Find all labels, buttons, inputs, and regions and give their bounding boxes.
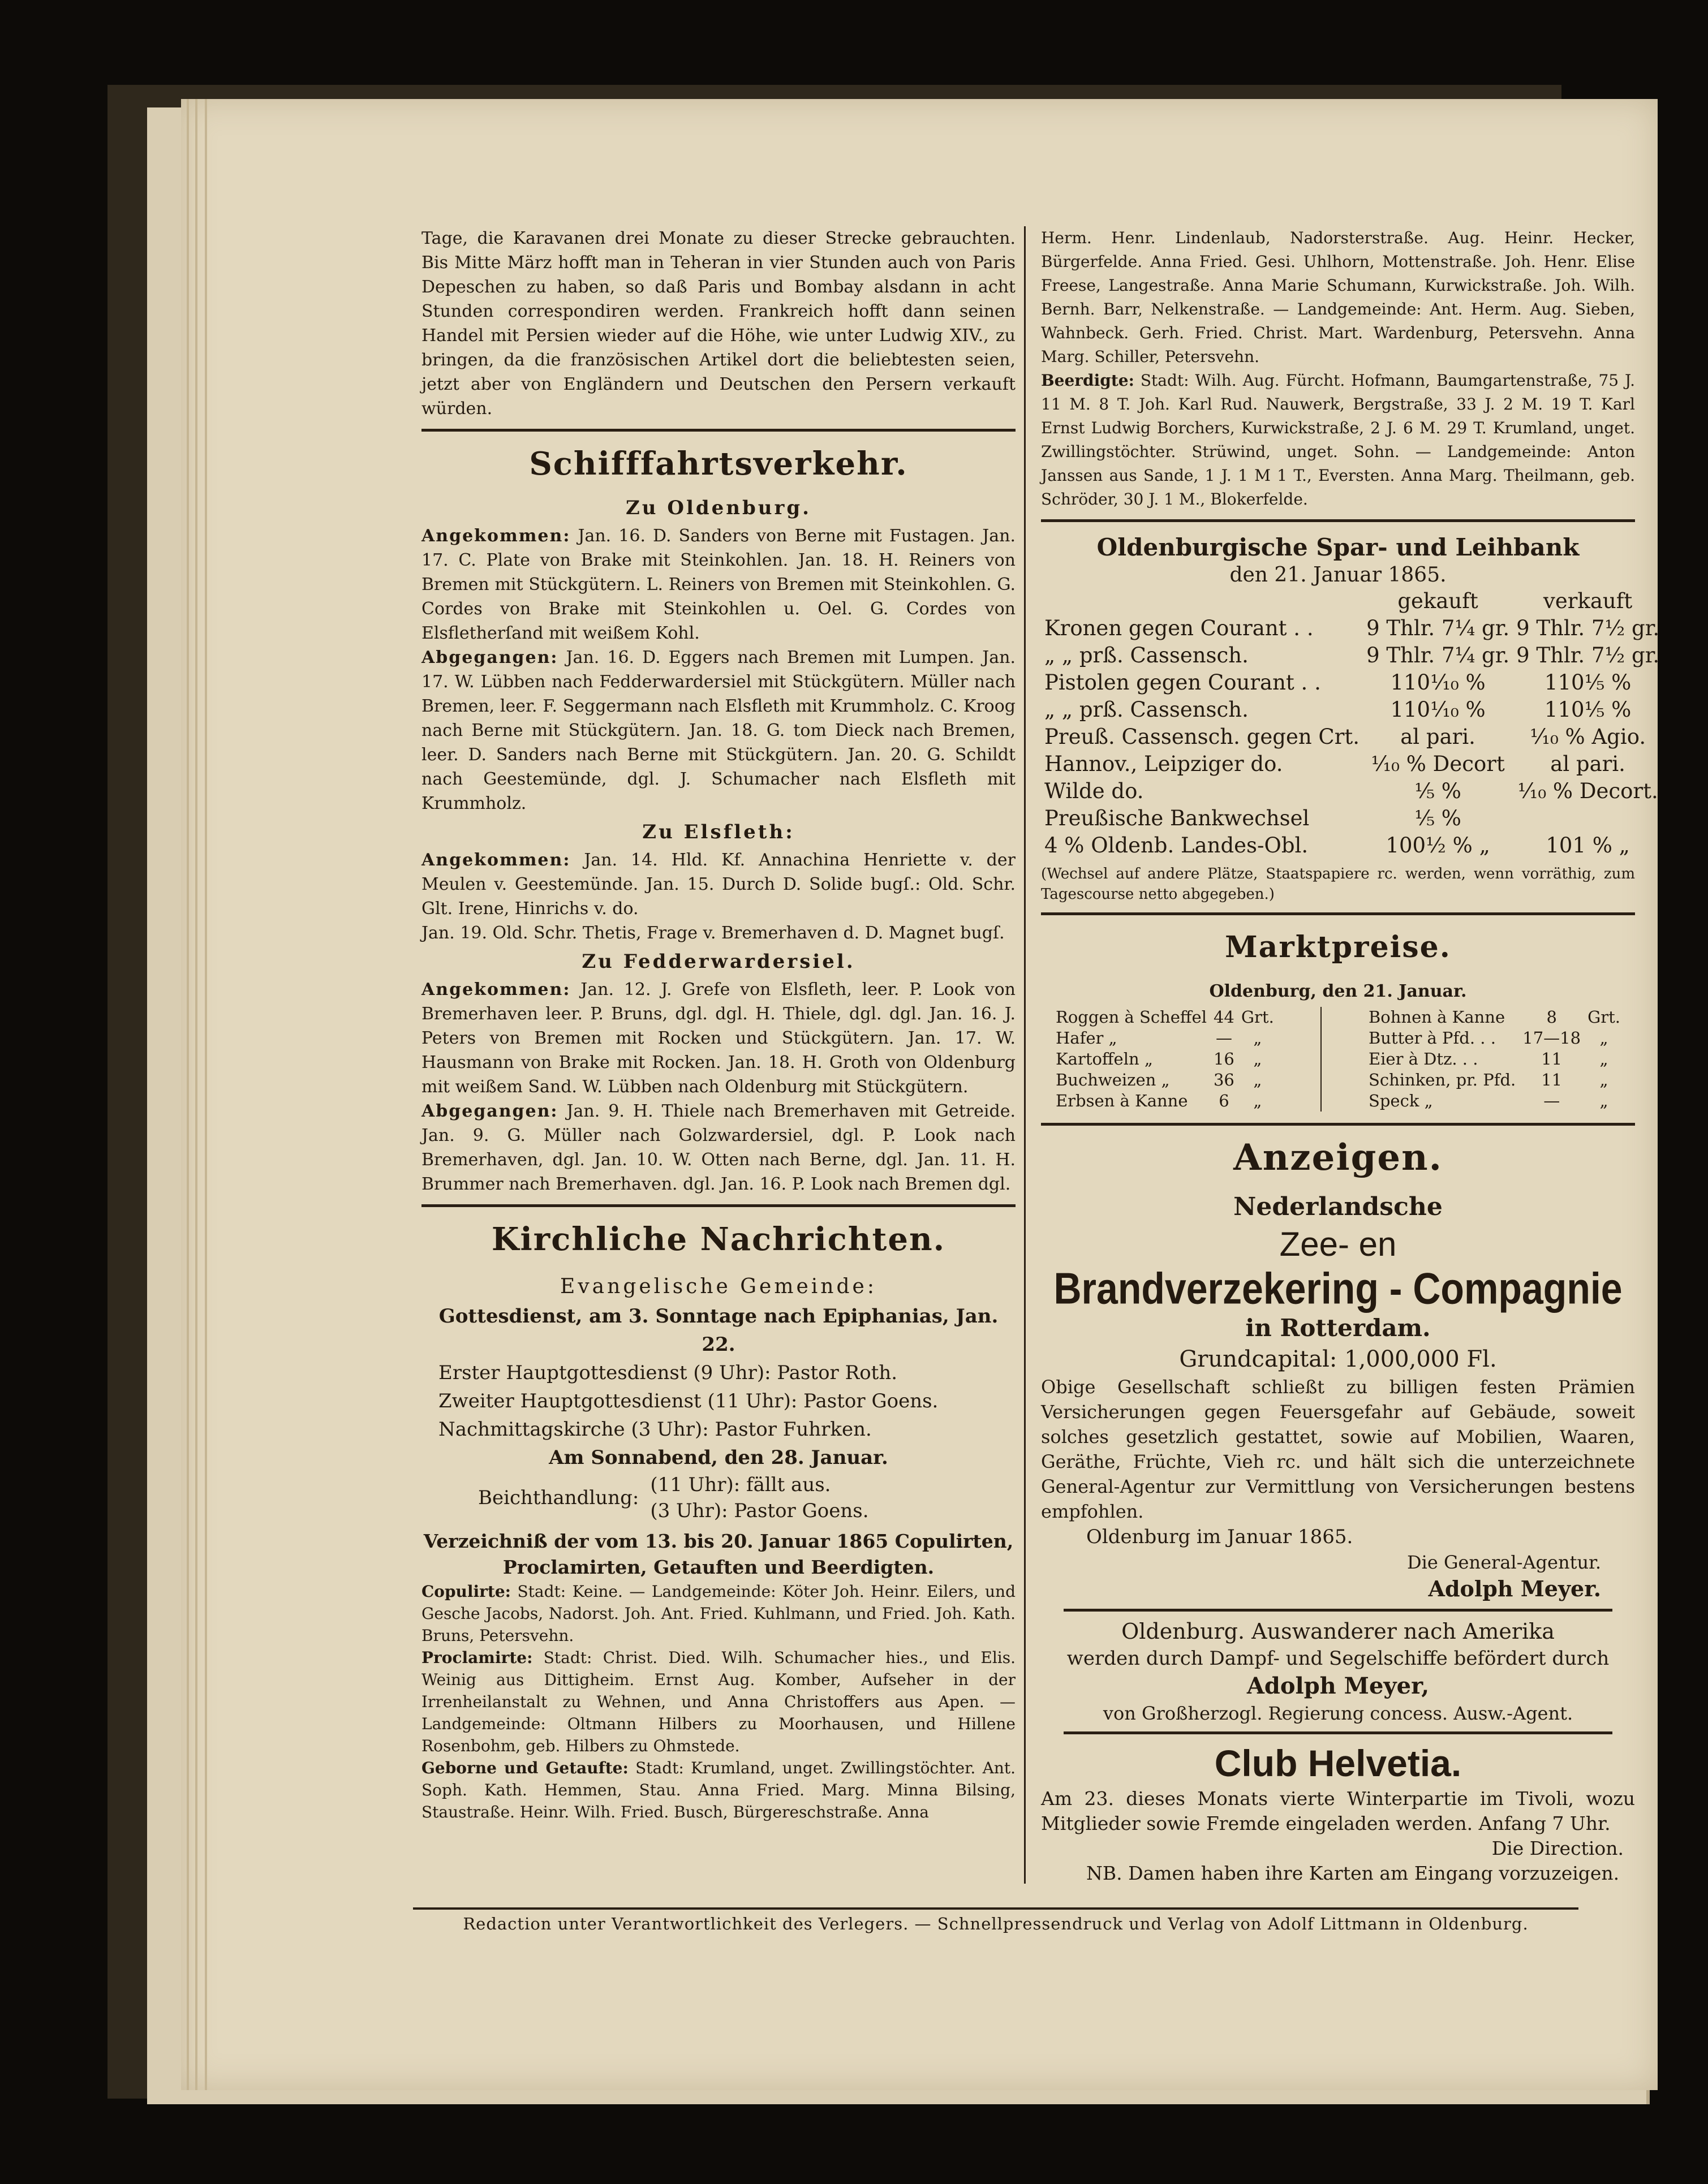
rate-row bbox=[1041, 696, 1663, 723]
confession-times bbox=[650, 1472, 868, 1524]
section-rule bbox=[421, 429, 1016, 432]
company-line-4: in Rotterdam. bbox=[1245, 1314, 1431, 1342]
page-footer: Redaction unter Verantwortlichkeit des Verlegers. — Schnellpressendruck und Verlag von Adolf Littmann in Oldenburg. bbox=[413, 1907, 1578, 1933]
church-title: Kirchliche Nachrichten. bbox=[491, 1221, 946, 1258]
company-line-2: Zee- en bbox=[1279, 1225, 1397, 1263]
market-price: 8 bbox=[1546, 1007, 1557, 1027]
rate-sold: ¹⁄₁₀ % Decort. bbox=[1517, 779, 1658, 803]
market-price: 36 bbox=[1213, 1070, 1234, 1089]
buried-text: Stadt: Wilh. Aug. Fürcht. Hofmann, Baumgartenstraße, 75 J. 11 M. 8 T. Joh. Karl Rud. Nauwerk, Bergstraße, 33 J. 2 M. 19 T. Karl Ernst Ludwig Borchers, Kurwickstraße, 2 J. 6 M. 29 T. Krumland, unget. Zwillingstöchter. Strüwind, unget. Sohn. — Landgemeinde: Anton Janssen aus Sande, 1 J. 1 M 1 T., Eversten. Anna Marg. Theilmann, geb. Schröder, 30 J. 1 M., Blokerfelde. bbox=[1041, 371, 1635, 509]
club-text: Am 23. dieses Monats vierte Winterpartie im Tivoli, wozu Mitglieder sowie Fremde eingeladen werden. Anfang 7 Uhr. bbox=[1041, 1787, 1635, 1834]
rate-bought: 100½ % „ bbox=[1386, 833, 1490, 858]
market-unit: „ bbox=[1253, 1070, 1262, 1089]
market-item: Roggen à Scheffel bbox=[1056, 1007, 1207, 1027]
left-column bbox=[421, 226, 1016, 1823]
rate-label: Preußische Bankwechsel bbox=[1044, 806, 1310, 830]
rate-sold: 9 Thlr. 7½ gr. bbox=[1516, 643, 1660, 667]
market-item: Schinken, pr. Pfd. bbox=[1368, 1070, 1516, 1089]
market-unit: „ bbox=[1253, 1091, 1262, 1110]
confession-label: Beichthandlung: bbox=[478, 1487, 639, 1509]
departed-text: Jan. 9. H. Thiele nach Bremerhaven mit Getreide. Jan. 9. G. Müller nach Golzwardersiel, dgl. P. Look nach Bremerhaven, dgl. Jan. 10. W. Otten nach Berne, dgl. Jan. 11. H. Brummer nach Bremerhaven. dgl. Jan. 16. P. Look nach Bremen dgl. bbox=[421, 1101, 1016, 1194]
rate-bought: al pari. bbox=[1400, 725, 1475, 749]
market-row bbox=[1052, 1091, 1277, 1112]
elsfleth-arrived bbox=[421, 848, 1016, 921]
col-bought: gekauft bbox=[1397, 589, 1478, 613]
market-unit: Grt. bbox=[1241, 1007, 1274, 1027]
service-2: Zweiter Hauptgottesdienst (11 Uhr): Pastor Goens. bbox=[438, 1390, 939, 1412]
market-row bbox=[1365, 1070, 1624, 1091]
market-item: Bohnen à Kanne bbox=[1368, 1007, 1505, 1027]
rate-sold: 101 % „ bbox=[1546, 833, 1630, 858]
market-price: 11 bbox=[1541, 1070, 1563, 1089]
table-header-row bbox=[1041, 588, 1663, 615]
rate-sold: 9 Thlr. 7½ gr. bbox=[1516, 616, 1660, 640]
rate-label: Pistolen gegen Courant . . bbox=[1044, 670, 1321, 695]
market-place-date: Oldenburg, den 21. Januar. bbox=[1209, 981, 1467, 1001]
emigration-line-2: werden durch Dampf- und Segelschiffe befördert durch bbox=[1066, 1647, 1610, 1670]
rates-body bbox=[1041, 615, 1663, 859]
section-rule bbox=[1064, 1609, 1612, 1612]
market-item: Erbsen à Kanne bbox=[1056, 1091, 1188, 1110]
shipping-title: Schifffahrtsverkehr. bbox=[529, 445, 908, 483]
emigration-line-3: Adolph Meyer, bbox=[1246, 1673, 1430, 1699]
rate-label: 4 % Oldenb. Landes-Obl. bbox=[1044, 833, 1309, 858]
departed-text: Jan. 16. D. Eggers nach Bremen mit Lumpen. Jan. 17. W. Lübben nach Fedderwardersiel mit Stückgütern. Müller nach Bremen, leer. F. Seggermann nach Elsfleth mit Krummholz. C. Kroog nach Berne mit Stückgütern. Jan. 18. G. tom Dieck nach Bremen, leer. D. Sanders nach Berne mit Stückgütern. Jan. 20. G. Schildt nach Geestemünde, dgl. J. Schumacher nach Elsfleth mit Krummholz. bbox=[421, 648, 1016, 813]
market-unit: „ bbox=[1599, 1049, 1608, 1069]
service-3: Nachmittagskirche (3 Uhr): Pastor Fuhrken. bbox=[438, 1418, 872, 1441]
market-row bbox=[1365, 1091, 1624, 1112]
arrived-text: Jan. 16. D. Sanders von Berne mit Fustagen. Jan. 17. C. Plate von Brake mit Steinkohlen. Jan. 18. H. Reiners von Bremen mit Stückgütern. L. Reiners von Bremen mit Steinkohlen. G. Cordes von Brake mit Steinkohlen u. Oel. G. Cordes von Elsfletherſand mit weißem Kohl. bbox=[421, 526, 1016, 643]
col-sold: verkauft bbox=[1543, 589, 1633, 613]
company-agency: Die General-Agentur. bbox=[1406, 1552, 1601, 1573]
intro-text: Tage, die Karavanen drei Monate zu dieser Strecke gebrauchten. Bis Mitte März hofft man in Teheran in vier Stunden auch von Paris Depeschen zu haben, so daß Paris und Bombay alsdann in acht Stunden correspondiren werden. Frankreich hofft dann seinen Handel mit Persien wieder auf die Höhe, wie unter Ludwig XIV., zu bringen, da die französischen Artikel dort die beliebtesten seien, jetzt aber von Engländern und Deutschen den Persern verkauft würden. bbox=[421, 229, 1016, 419]
market-unit: „ bbox=[1253, 1028, 1262, 1048]
market-item: Speck „ bbox=[1368, 1091, 1433, 1110]
rate-sold: 110¹⁄₅ % bbox=[1544, 670, 1632, 695]
club-title: Club Helvetia. bbox=[1214, 1742, 1462, 1784]
section-rule bbox=[1064, 1731, 1612, 1734]
saturday-heading: Am Sonnabend, den 28. Januar. bbox=[549, 1446, 888, 1469]
market-item: Kartoffeln „ bbox=[1056, 1049, 1153, 1069]
page-edge bbox=[205, 99, 207, 2090]
confession-1: (11 Uhr): fällt aus. bbox=[650, 1474, 831, 1496]
rate-bought: ¹⁄₅ % bbox=[1414, 779, 1461, 803]
elsfleth-heading: Zu Elsfleth: bbox=[642, 821, 795, 843]
rate-sold: ¹⁄₁₀ % Agio. bbox=[1530, 725, 1646, 749]
congregation: Evangelische Gemeinde: bbox=[560, 1275, 877, 1298]
rate-bought: ¹⁄₁₀ % Decort bbox=[1371, 752, 1505, 776]
departed-label: Abgegangen: bbox=[421, 1101, 558, 1121]
arrived-label: Angekommen: bbox=[421, 850, 571, 870]
company-sign: Adolph Meyer. bbox=[1428, 1576, 1601, 1601]
bank-title: Oldenburgische Spar- und Leihbank bbox=[1096, 533, 1580, 561]
company-line-3: Brandverzekering - Compagnie bbox=[1053, 1264, 1623, 1313]
rate-row bbox=[1041, 778, 1663, 805]
ads-title: Anzeigen. bbox=[1233, 1136, 1443, 1179]
departed-label: Abgegangen: bbox=[421, 648, 558, 667]
confession-block bbox=[421, 1472, 1016, 1524]
rate-bought: ¹⁄₅ % bbox=[1414, 806, 1461, 830]
section-rule bbox=[1041, 1123, 1635, 1126]
rate-label: Kronen gegen Courant . . bbox=[1044, 616, 1314, 640]
market-row bbox=[1052, 1028, 1277, 1049]
market-unit: „ bbox=[1599, 1070, 1608, 1089]
fedderwardersiel-arrived bbox=[421, 977, 1016, 1099]
club-sign: Die Direction. bbox=[1491, 1837, 1624, 1859]
market-price: 11 bbox=[1541, 1049, 1563, 1069]
market-item: Butter à Pfd. . . bbox=[1368, 1028, 1496, 1048]
rate-bought: 9 Thlr. 7¼ gr. bbox=[1366, 643, 1510, 667]
market-price: — bbox=[1543, 1091, 1560, 1110]
born bbox=[421, 1757, 1016, 1823]
copulirte-label: Copulirte: bbox=[421, 1582, 511, 1601]
oldenburg-departed bbox=[421, 645, 1016, 816]
rate-row bbox=[1041, 615, 1663, 642]
rate-sold: 110¹⁄₅ % bbox=[1544, 697, 1632, 722]
page-edge bbox=[195, 99, 197, 2090]
fedderwardersiel-heading: Zu Fedderwardersiel. bbox=[582, 950, 855, 973]
market-unit: „ bbox=[1599, 1091, 1608, 1110]
rate-row bbox=[1041, 832, 1663, 859]
rate-row bbox=[1041, 669, 1663, 696]
copulirte-text: Stadt: Keine. — Landgemeinde: Köter Joh. Heinr. Eilers, und Gesche Jacobs, Nadorst. Joh. Ant. Fried. Kuhlmann, und Fried. Joh. Kath. Bruns, Petersvehn. bbox=[421, 1582, 1016, 1645]
market-row bbox=[1052, 1007, 1277, 1028]
service-heading: Gottesdienst, am 3. Sonntage nach Epiphanias, Jan. 22. bbox=[438, 1305, 999, 1356]
emigration-line-4: von Großherzogl. Regierung concess. Ausw.-Agent. bbox=[1103, 1703, 1573, 1724]
rate-label: Wilde do. bbox=[1044, 779, 1144, 803]
market-item: Hafer „ bbox=[1056, 1028, 1117, 1048]
rate-bought: 110¹⁄₁₀ % bbox=[1390, 670, 1486, 695]
exchange-rates-table bbox=[1041, 588, 1663, 859]
proclamirte bbox=[421, 1647, 1016, 1757]
capital: Grundcapital: 1,000,000 Fl. bbox=[1179, 1346, 1497, 1372]
rate-label: „ „ prß. Cassensch. bbox=[1044, 643, 1249, 667]
bank-date: den 21. Januar 1865. bbox=[1229, 563, 1447, 587]
market-item: Buchweizen „ bbox=[1056, 1070, 1170, 1089]
market-price: 44 bbox=[1213, 1007, 1234, 1027]
market-price: 6 bbox=[1219, 1091, 1229, 1110]
rate-row bbox=[1041, 723, 1663, 751]
buried-label: Beerdigte: bbox=[1041, 371, 1134, 390]
market-row bbox=[1365, 1028, 1624, 1049]
market-unit: „ bbox=[1599, 1028, 1608, 1048]
arrived-label: Angekommen: bbox=[421, 980, 571, 1000]
continued-text: Herm. Henr. Lindenlaub, Nadorsterstraße. Aug. Heinr. Hecker, Bürgerfelde. Anna Fried. Gesi. Uhlhorn, Mottenstraße. Joh. Henr. Elise Freese, Langestraße. Anna Marie Schumann, Kurwickstraße. Joh. Wilh. Bernh. Barr, Nelkenstraße. — Landgemeinde: Ant. Herm. Aug. Sieben, Wahnbeck. Gerh. Fried. Christ. Mart. Wardenburg, Petersvehn. Anna Marg. Schiller, Petersvehn. bbox=[1041, 229, 1635, 366]
market-divider bbox=[1320, 1007, 1322, 1112]
rate-label: Hannov., Leipziger do. bbox=[1044, 752, 1283, 776]
fedderwardersiel-departed bbox=[421, 1099, 1016, 1196]
confession-2: (3 Uhr): Pastor Goens. bbox=[650, 1500, 869, 1522]
market-row bbox=[1052, 1049, 1277, 1070]
right-column bbox=[1041, 226, 1660, 1886]
bank-note: (Wechsel auf andere Plätze, Staatspapiere rc. werden, wenn vorräthig, zum Tagescourse netto abgegeben.) bbox=[1041, 865, 1635, 903]
rate-row bbox=[1041, 642, 1663, 669]
section-rule bbox=[1041, 912, 1635, 915]
rate-bought: 9 Thlr. 7¼ gr. bbox=[1366, 616, 1510, 640]
market-title: Marktpreise. bbox=[1225, 930, 1451, 964]
register-heading: Verzeichniß der vom 13. bis 20. Januar 1865 Copulirten, Proclamirten, Getauften und Beerdigten. bbox=[423, 1530, 1014, 1578]
proclamirte-text: Stadt: Christ. Died. Wilh. Schumacher hies., und Elis. Weinig aus Dittigheim. Ernst Aug. Komber, Aufseher in der Irrenheilanstalt zu Wehnen, und Anna Christoffers aus Apen. — Landgemeinde: Oltmann Hilbers zu Moorhausen, und Hillene Rosenbohm, geb. Hilbers zu Ohmstede. bbox=[421, 1648, 1016, 1755]
rate-sold bbox=[1513, 805, 1663, 832]
club-note: NB. Damen haben ihre Karten am Eingang vorzuzeigen. bbox=[1086, 1862, 1620, 1884]
copulirte bbox=[421, 1580, 1016, 1647]
buried bbox=[1041, 369, 1635, 511]
arrived-label: Angekommen: bbox=[421, 526, 571, 546]
rate-sold: al pari. bbox=[1550, 752, 1625, 776]
rate-label: Preuß. Cassensch. gegen Crt. bbox=[1044, 725, 1360, 749]
market-row bbox=[1365, 1049, 1624, 1070]
section-rule bbox=[421, 1204, 1016, 1207]
rate-bought: 110¹⁄₁₀ % bbox=[1390, 697, 1486, 722]
oldenburg-heading: Zu Oldenburg. bbox=[625, 497, 812, 519]
rate-row bbox=[1041, 751, 1663, 778]
company-text: Obige Gesellschaft schließt zu billigen festen Prämien Versicherungen gegen Feuersgefahr auf Gebäude, soweit solches gesetzlich gestattet, sowie auf Mobilien, Waaren, Geräthe, Früchte, Vieh rc. und hält sich die unterzeichnete General-Agentur zur Vermittlung von Versicherungen bestens empfohlen. bbox=[1041, 1376, 1635, 1522]
market-price: 17—18 bbox=[1522, 1028, 1581, 1048]
company-line-1: Nederlandsche bbox=[1233, 1192, 1443, 1221]
emigration-line-1: Oldenburg. Auswanderer nach Amerika bbox=[1121, 1619, 1555, 1644]
market-unit: „ bbox=[1253, 1049, 1262, 1069]
market-table-left bbox=[1052, 1007, 1277, 1112]
market-price: 16 bbox=[1213, 1049, 1234, 1069]
section-rule bbox=[1041, 519, 1635, 522]
company-place: Oldenburg im Januar 1865. bbox=[1086, 1526, 1353, 1548]
born-label: Geborne und Getaufte: bbox=[421, 1759, 629, 1777]
market-table-right bbox=[1365, 1007, 1624, 1112]
elsfleth-extra: Jan. 19. Old. Schr. Thetis, Frage v. Bremerhaven d. D. Magnet bugſ. bbox=[421, 923, 1005, 943]
market-row bbox=[1052, 1070, 1277, 1091]
column-divider bbox=[1024, 226, 1026, 1884]
market-unit: Grt. bbox=[1587, 1007, 1620, 1027]
market-price: — bbox=[1215, 1028, 1232, 1048]
proclamirte-label: Proclamirte: bbox=[421, 1648, 533, 1667]
market-row bbox=[1365, 1007, 1624, 1028]
market-item: Eier à Dtz. . . bbox=[1368, 1049, 1478, 1069]
arrived-text: Jan. 14. Hld. Kf. Annachina Henriette v. der Meulen v. Geestemünde. Jan. 15. Durch D. Solide bugſ.: Old. Schr. Glt. Irene, Hinrichs v. do. bbox=[421, 850, 1016, 919]
arrived-text: Jan. 12. J. Grefe von Elsfleth, leer. P. Look von Bremerhaven leer. P. Bruns, dgl. dgl. H. Thiele, dgl. dgl. Jan. 16. J. Peters von Bremen mit Rocken und Stückgütern. Jan. 17. W. Hausmann von Brake mit Rocken. Jan. 18. H. Groth von Oldenburg mit weißem Sand. W. Lübben nach Oldenburg mit Stückgütern. bbox=[421, 980, 1016, 1097]
born-text: Stadt: Krumland, unget. Zwillingstöchter. Ant. Soph. Kath. Hemmen, Stau. Anna Fried. Marg. Minna Bilsing, Staustraße. Heinr. Wilh. Fried. Busch, Bürgereschstraße. Anna bbox=[421, 1759, 1016, 1821]
rate-row bbox=[1041, 805, 1663, 832]
oldenburg-arrived bbox=[421, 524, 1016, 645]
market-prices bbox=[1041, 1003, 1635, 1115]
page-edge bbox=[187, 99, 189, 2090]
service-1: Erster Hauptgottesdienst (9 Uhr): Pastor Roth. bbox=[438, 1362, 898, 1384]
rate-label: „ „ prß. Cassensch. bbox=[1044, 697, 1249, 722]
